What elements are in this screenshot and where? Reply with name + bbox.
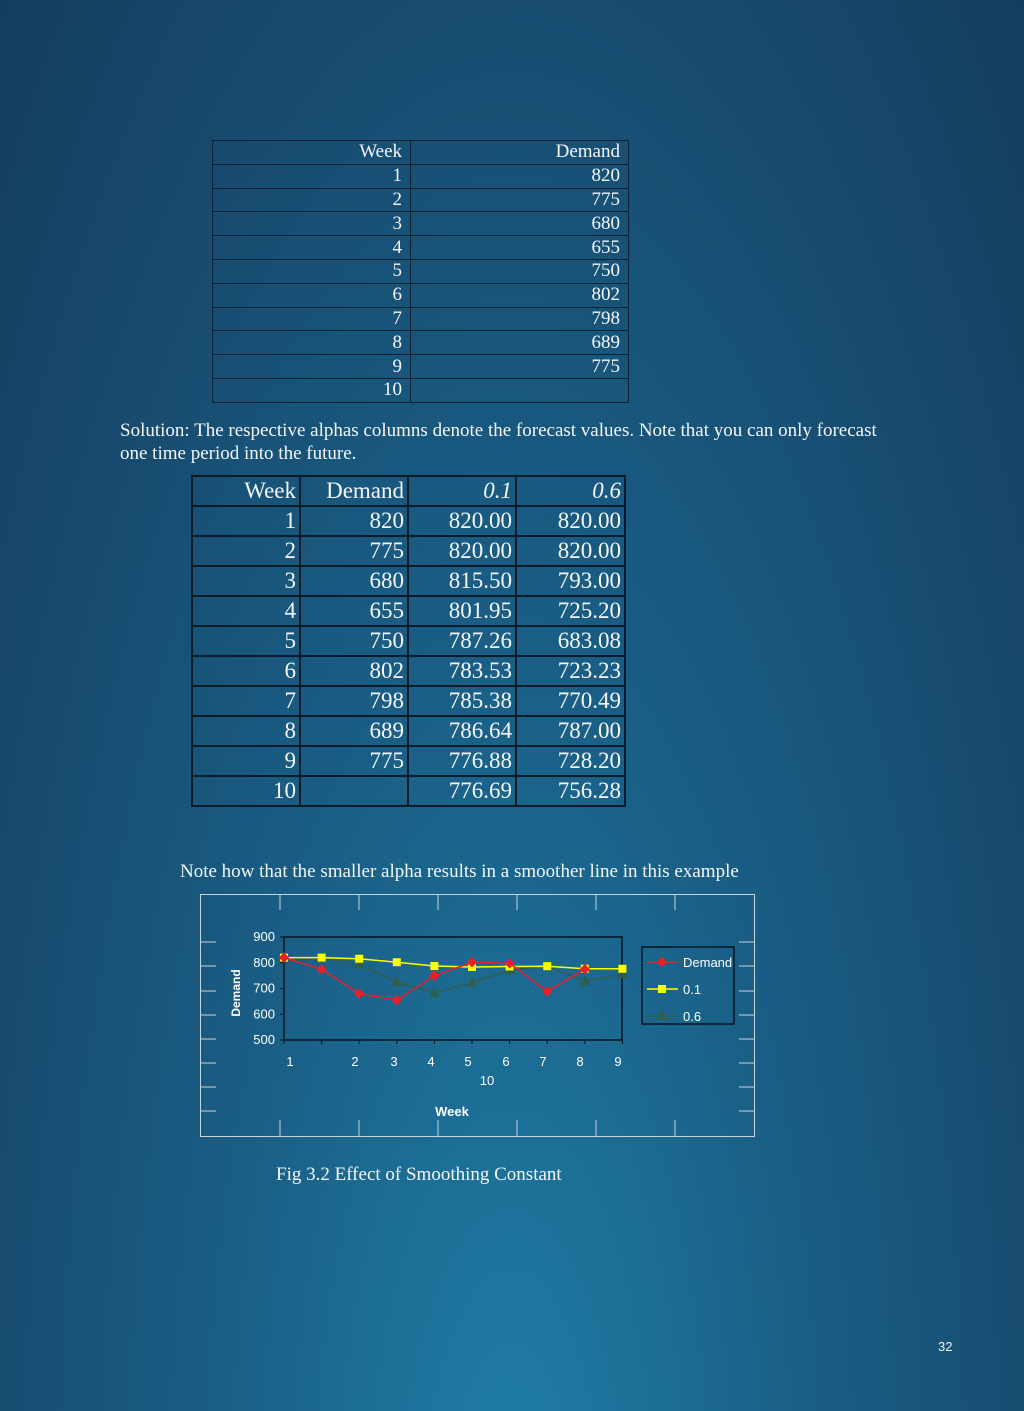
table-row bbox=[213, 378, 629, 402]
table-cell: 728.20 bbox=[516, 746, 625, 776]
y-tick-label: 800 bbox=[253, 954, 275, 970]
table-cell: 775 bbox=[300, 536, 408, 566]
column-header: Week bbox=[213, 141, 411, 165]
table-row bbox=[192, 506, 625, 536]
x-tick-label: 7 bbox=[539, 1054, 547, 1069]
x-tick-label: 3 bbox=[390, 1054, 398, 1069]
y-axis-title: Demand bbox=[229, 969, 243, 1017]
table-cell: 3 bbox=[192, 566, 300, 596]
table-cell: 4 bbox=[213, 236, 411, 260]
x-tick-label: 9 bbox=[614, 1054, 622, 1069]
forecast-table bbox=[191, 475, 626, 807]
table-cell: 785.38 bbox=[408, 686, 516, 716]
table-row bbox=[213, 259, 629, 283]
series-point-0 bbox=[430, 971, 439, 980]
table-cell: 680 bbox=[300, 566, 408, 596]
table-cell: 683.08 bbox=[516, 626, 625, 656]
table-cell: 6 bbox=[213, 283, 411, 307]
table-cell: 725.20 bbox=[516, 596, 625, 626]
series-point-0 bbox=[392, 996, 401, 1005]
table-row bbox=[213, 307, 629, 331]
table-row bbox=[192, 566, 625, 596]
series-point-1 bbox=[318, 954, 325, 961]
table-row bbox=[213, 212, 629, 236]
table-cell: 801.95 bbox=[408, 596, 516, 626]
table-cell: 815.50 bbox=[408, 566, 516, 596]
table-row bbox=[213, 283, 629, 307]
table-cell bbox=[411, 378, 629, 402]
solution-paragraph: Solution: The respective alphas columns denote the forecast values. Note that you can only forecast one time period into the future. bbox=[120, 420, 877, 464]
table-row bbox=[192, 776, 625, 806]
table-cell: 820 bbox=[300, 506, 408, 536]
table-row bbox=[192, 596, 625, 626]
legend-label: 0.1 bbox=[683, 982, 702, 997]
series-point-0 bbox=[317, 965, 326, 974]
table-cell: 3 bbox=[213, 212, 411, 236]
table-cell: 1 bbox=[192, 506, 300, 536]
table-cell: 798 bbox=[300, 686, 408, 716]
y-tick-label: 600 bbox=[253, 1006, 275, 1022]
table-cell: 756.28 bbox=[516, 776, 625, 806]
table-row bbox=[192, 716, 625, 746]
table-cell bbox=[300, 776, 408, 806]
table-cell: 723.23 bbox=[516, 656, 625, 686]
table-row bbox=[213, 355, 629, 379]
x-tick-label: 10 bbox=[479, 1073, 495, 1088]
series-point-1 bbox=[431, 963, 438, 970]
table-row bbox=[213, 188, 629, 212]
x-tick-label: 8 bbox=[576, 1054, 584, 1069]
y-tick-label: 900 bbox=[253, 929, 275, 944]
table-cell: 8 bbox=[213, 331, 411, 355]
table-row bbox=[192, 536, 625, 566]
series-point-0 bbox=[355, 989, 364, 998]
table-cell: 750 bbox=[300, 626, 408, 656]
table-cell: 820.00 bbox=[516, 506, 625, 536]
table-cell: 776.69 bbox=[408, 776, 516, 806]
column-header: Demand bbox=[300, 476, 408, 506]
series-line-2 bbox=[284, 958, 622, 993]
table-cell: 655 bbox=[411, 236, 629, 260]
x-tick-label: 6 bbox=[502, 1054, 510, 1069]
note-text: Note how that the smaller alpha results in a smoother line in this example bbox=[180, 861, 739, 882]
table-cell: 770.49 bbox=[516, 686, 625, 716]
column-header: Week bbox=[192, 476, 300, 506]
table-cell: 1 bbox=[213, 164, 411, 188]
table-row bbox=[213, 331, 629, 355]
table-cell: 820 bbox=[411, 164, 629, 188]
table-cell: 802 bbox=[411, 283, 629, 307]
table-cell: 750 bbox=[411, 259, 629, 283]
table-cell: 820.00 bbox=[408, 506, 516, 536]
table-cell: 787.00 bbox=[516, 716, 625, 746]
table-header-row bbox=[213, 141, 629, 165]
table-cell: 7 bbox=[213, 307, 411, 331]
table-cell: 655 bbox=[300, 596, 408, 626]
table-cell: 10 bbox=[192, 776, 300, 806]
table-cell: 9 bbox=[213, 355, 411, 379]
series-point-1 bbox=[619, 965, 626, 972]
table-cell: 9 bbox=[192, 746, 300, 776]
table-cell: 6 bbox=[192, 656, 300, 686]
page-number: 32 bbox=[938, 1339, 953, 1354]
table-cell: 7 bbox=[192, 686, 300, 716]
legend-marker bbox=[658, 958, 667, 967]
table-cell: 5 bbox=[213, 259, 411, 283]
table-row bbox=[213, 164, 629, 188]
table-cell: 783.53 bbox=[408, 656, 516, 686]
table-cell: 775 bbox=[411, 188, 629, 212]
x-tick-label: 2 bbox=[351, 1054, 359, 1069]
table-cell: 4 bbox=[192, 596, 300, 626]
x-tick-label: 4 bbox=[427, 1054, 435, 1069]
legend-label: Demand bbox=[683, 955, 733, 970]
table-row bbox=[192, 746, 625, 776]
table-header-row bbox=[192, 476, 625, 506]
series-point-1 bbox=[393, 959, 400, 966]
series-point-1 bbox=[544, 963, 551, 970]
x-tick-label: 1 bbox=[286, 1054, 294, 1069]
table-cell: 2 bbox=[213, 188, 411, 212]
x-tick-label: 5 bbox=[464, 1054, 472, 1069]
series-point-1 bbox=[356, 955, 363, 962]
table-cell: 793.00 bbox=[516, 566, 625, 596]
table-cell: 689 bbox=[300, 716, 408, 746]
y-tick-label: 700 bbox=[253, 980, 275, 996]
table-cell: 689 bbox=[411, 331, 629, 355]
table-cell: 10 bbox=[213, 378, 411, 402]
x-axis-title: Week bbox=[435, 1104, 469, 1119]
table-cell: 820.00 bbox=[408, 536, 516, 566]
column-header: 0.6 bbox=[516, 476, 625, 506]
table-cell: 776.88 bbox=[408, 746, 516, 776]
table-cell: 786.64 bbox=[408, 716, 516, 746]
table-cell: 2 bbox=[192, 536, 300, 566]
table-cell: 787.26 bbox=[408, 626, 516, 656]
table-cell: 8 bbox=[192, 716, 300, 746]
table-cell: 802 bbox=[300, 656, 408, 686]
column-header: Demand bbox=[411, 141, 629, 165]
table-cell: 680 bbox=[411, 212, 629, 236]
demand-table bbox=[212, 140, 629, 403]
table-cell: 5 bbox=[192, 626, 300, 656]
table-row bbox=[192, 656, 625, 686]
table-row bbox=[192, 686, 625, 716]
column-header: 0.1 bbox=[408, 476, 516, 506]
table-cell: 775 bbox=[300, 746, 408, 776]
table-cell: 820.00 bbox=[516, 536, 625, 566]
table-row bbox=[213, 236, 629, 260]
table-cell: 798 bbox=[411, 307, 629, 331]
table-cell: 775 bbox=[411, 355, 629, 379]
figure-caption: Fig 3.2 Effect of Smoothing Constant bbox=[276, 1164, 562, 1185]
table-row bbox=[192, 626, 625, 656]
smoothing-chart bbox=[200, 894, 755, 1137]
y-tick-label: 500 bbox=[253, 1032, 275, 1047]
legend-label: 0.6 bbox=[683, 1009, 702, 1024]
legend-marker bbox=[659, 986, 666, 993]
